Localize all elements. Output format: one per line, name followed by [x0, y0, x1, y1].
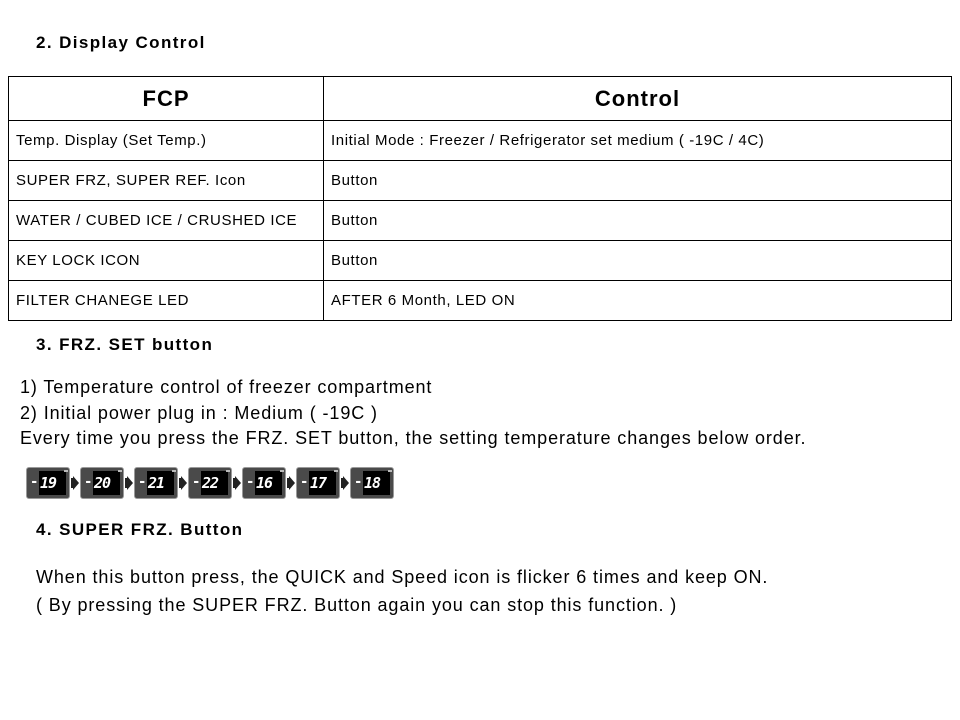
display-sign: - [84, 474, 93, 490]
table-row [9, 241, 952, 281]
display-sign: - [246, 474, 255, 490]
display-screen [309, 471, 336, 495]
unit-mark [118, 470, 122, 472]
display-screen [201, 471, 228, 495]
unit-mark [226, 470, 230, 472]
display-sign: - [354, 474, 363, 490]
temperature-display [350, 467, 394, 499]
table-header-fcp: FCP [9, 77, 324, 121]
display-screen [147, 471, 174, 495]
arrow-right-icon [70, 475, 80, 491]
frz-set-description [20, 375, 806, 452]
table-cell-fcp: SUPER FRZ, SUPER REF. Icon [9, 161, 324, 201]
table-cell-fcp: FILTER CHANEGE LED [9, 281, 324, 321]
frz-set-heading: 3. FRZ. SET button [36, 335, 214, 354]
table-cell-control: Initial Mode : Freezer / Refrigerator set medium ( -19C / 4C) [324, 121, 952, 161]
table-row [9, 281, 952, 321]
arrow-right-icon [178, 475, 188, 491]
super-frz-heading: 4. SUPER FRZ. Button [36, 520, 244, 539]
unit-mark [388, 470, 392, 472]
table-header-row [9, 77, 952, 121]
arrow-head [73, 476, 79, 490]
display-screen [255, 471, 282, 495]
super-frz-line: When this button press, the QUICK and Speed icon is flicker 6 times and keep ON. [36, 567, 769, 587]
table-row [9, 161, 952, 201]
temperature-display [26, 467, 70, 499]
temperature-display [80, 467, 124, 499]
table-header-control: Control [324, 77, 952, 121]
table-row [9, 201, 952, 241]
display-digits: 20 [94, 474, 111, 492]
temperature-display [242, 467, 286, 499]
table-cell-control: Button [324, 161, 952, 201]
unit-mark [280, 470, 284, 472]
unit-mark [64, 470, 68, 472]
temperature-display [134, 467, 178, 499]
frz-set-line: 1) Temperature control of freezer compartment [20, 377, 433, 397]
display-digits: 19 [40, 474, 57, 492]
arrow-head [235, 476, 241, 490]
display-screen [93, 471, 120, 495]
super-frz-line: ( By pressing the SUPER FRZ. Button again you can stop this function. ) [36, 595, 678, 615]
display-screen [363, 471, 390, 495]
display-control-table [8, 76, 952, 321]
arrow-right-icon [340, 475, 350, 491]
table-cell-control: Button [324, 241, 952, 281]
table-row [9, 121, 952, 161]
table-cell-control: AFTER 6 Month, LED ON [324, 281, 952, 321]
display-sign: - [300, 474, 309, 490]
temperature-display [296, 467, 340, 499]
temperature-sequence [26, 466, 394, 500]
arrow-head [343, 476, 349, 490]
frz-set-line: 2) Initial power plug in : Medium ( -19C ) [20, 402, 378, 423]
frz-set-line: Every time you press the FRZ. SET button, the setting temperature changes below order. [20, 428, 807, 448]
display-screen [39, 471, 66, 495]
arrow-head [289, 476, 295, 490]
temperature-display [188, 467, 232, 499]
arrow-right-icon [124, 475, 134, 491]
unit-mark [172, 470, 176, 472]
display-control-heading: 2. Display Control [36, 33, 206, 52]
display-sign: - [138, 474, 147, 490]
table-cell-fcp: WATER / CUBED ICE / CRUSHED ICE [9, 201, 324, 241]
display-sign: - [30, 474, 39, 490]
arrow-head [127, 476, 133, 490]
super-frz-description [36, 563, 768, 619]
arrow-right-icon [286, 475, 296, 491]
arrow-right-icon [232, 475, 242, 491]
table-cell-fcp: KEY LOCK ICON [9, 241, 324, 281]
display-digits: 18 [364, 474, 381, 492]
arrow-head [181, 476, 187, 490]
display-digits: 22 [202, 474, 219, 492]
display-digits: 17 [310, 474, 327, 492]
unit-mark [334, 470, 338, 472]
display-sign: - [192, 474, 201, 490]
table-cell-fcp: Temp. Display (Set Temp.) [9, 121, 324, 161]
display-digits: 16 [256, 474, 273, 492]
table-cell-control: Button [324, 201, 952, 241]
display-digits: 21 [148, 474, 165, 492]
